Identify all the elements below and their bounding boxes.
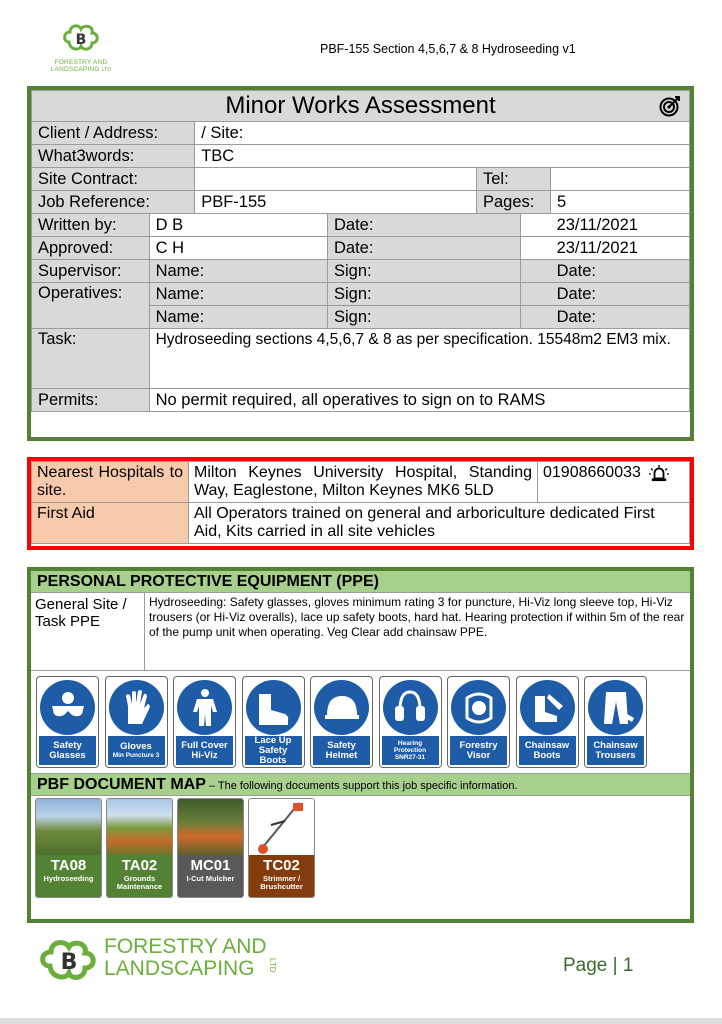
- written-date-label: Date:: [327, 214, 520, 237]
- document-code: TA02: [121, 857, 158, 874]
- first-aid-label: First Aid: [32, 503, 189, 544]
- siren-icon: [649, 464, 669, 482]
- ppe-sign-label: [313, 736, 370, 765]
- assessment-table: [31, 90, 690, 412]
- document-subtitle: Grounds Maintenance: [116, 874, 163, 891]
- client-label: Client / Address:: [32, 122, 195, 145]
- ppe-sign-label: [450, 736, 507, 765]
- safety-glasses-icon: [48, 688, 88, 728]
- ppe-sign-helmet: [310, 676, 373, 768]
- hospital-phone-cell: [538, 462, 690, 503]
- operative1-sign-label: Sign:: [327, 283, 520, 306]
- ppe-sign-label: [587, 736, 644, 765]
- ppe-signs: [31, 671, 690, 774]
- tel-value: [550, 168, 689, 191]
- permits-value: No permit required, all operatives to sign on to RAMS: [149, 389, 689, 412]
- footer-logo-text: [104, 936, 267, 980]
- ppe-sign-circle: [109, 680, 164, 735]
- ppe-sign-label-line2: Visor: [466, 749, 491, 761]
- document-photo: [36, 799, 101, 857]
- hi-viz-icon: [185, 688, 225, 728]
- client-value: / Site:: [195, 122, 690, 145]
- approved-date-label: Date:: [327, 237, 520, 260]
- document-code: TC02: [263, 857, 300, 874]
- page-title: Minor Works Assessment: [225, 92, 496, 119]
- visor-icon: [459, 688, 499, 728]
- strimmer-icon: [249, 799, 315, 857]
- hospital-address: Milton Keynes University Hospital, Standing Way, Eaglestone, Milton Keynes MK6 5LD: [189, 462, 538, 503]
- ppe-sign-label-line2: Boots: [533, 749, 561, 761]
- ppe-sign-label: [176, 736, 233, 765]
- ppe-sign-chainsaw-boots: [516, 676, 579, 768]
- footer-logo-line1: FORESTRY AND: [104, 935, 267, 958]
- ppe-sign-label-line2: Hi-Viz: [191, 749, 218, 761]
- operative2-sign-label: Sign:: [327, 306, 520, 329]
- ppe-sign-label: [108, 736, 165, 765]
- hearing-icon: [390, 688, 430, 728]
- supervisor-label: Supervisor:: [32, 260, 150, 283]
- approved-date-value: 23/11/2021: [520, 237, 689, 260]
- document-map: [31, 796, 690, 903]
- ppe-sign-circle: [246, 680, 301, 735]
- ppe-sign-circle: [314, 680, 369, 735]
- ppe-sign-visor: [447, 676, 510, 768]
- operatives-label: Operatives:: [32, 283, 150, 329]
- document-label: [249, 855, 314, 897]
- approved-value: C H: [149, 237, 327, 260]
- helmet-icon: [322, 688, 362, 728]
- footer-logo-line2: LANDSCAPING: [104, 957, 255, 980]
- footer-tree-logo-icon: [36, 934, 106, 984]
- ppe-sign-label-line1: Chainsaw: [593, 739, 638, 751]
- document-label: [178, 855, 243, 897]
- ppe-text: Hydroseeding: Safety glasses, gloves minimum rating 3 for puncture, Hi-Viz long sleeve top, Hi-Viz trousers (or Hi-Viz overalls), lace up safety boots, hard hat. Hearing protection if within 5m of the rear of the pump unit when operating. Veg Clear add chainsaw PPE.: [149, 595, 685, 639]
- supervisor-date-label: Date:: [520, 260, 689, 283]
- approved-label: Approved:: [32, 237, 150, 260]
- document-image: [178, 799, 243, 857]
- ppe-sign-label-line2: Safety Boots: [258, 744, 288, 766]
- operative1-date-label: Date:: [520, 283, 689, 306]
- ppe-header: PERSONAL PROTECTIVE EQUIPMENT (PPE): [31, 571, 690, 593]
- hospital-phone: 01908660033: [543, 464, 641, 482]
- what3words-value: TBC: [195, 145, 690, 168]
- hospital-box: [27, 457, 694, 550]
- ppe-sign-hearing: [379, 676, 442, 768]
- ppe-sign-label-line1: Gloves: [120, 741, 152, 752]
- gloves-icon: [116, 688, 156, 728]
- document-subtitle: Strimmer / Brushcutter: [260, 874, 303, 891]
- assessment-title: [32, 91, 690, 122]
- document-map-title: PBF DOCUMENT MAP: [37, 776, 206, 793]
- ppe-sign-label-line2: Min Puncture 3: [112, 752, 160, 759]
- svg-text:B: B: [75, 32, 87, 48]
- ppe-sign-circle: [383, 680, 438, 735]
- ppe-sign-chainsaw-trousers: [584, 676, 647, 768]
- chainsaw-boots-icon: [527, 688, 567, 728]
- document-label: [107, 855, 172, 897]
- chainsaw-trousers-icon: [596, 688, 636, 728]
- document-tile-ta02[interactable]: [106, 798, 173, 898]
- ppe-sign-circle: [40, 680, 95, 735]
- ppe-sign-hi-viz: [173, 676, 236, 768]
- ppe-box: [27, 567, 694, 923]
- pages-label: Pages:: [476, 191, 550, 214]
- operative1-name-label: Name:: [149, 283, 327, 306]
- job-reference-value: PBF-155: [195, 191, 477, 214]
- ppe-sign-label: [39, 736, 96, 765]
- tel-label: Tel:: [476, 168, 550, 191]
- ppe-sign-label-line1: Chainsaw: [524, 739, 570, 751]
- site-contract-value: [195, 168, 477, 191]
- document-tile-mc01[interactable]: [177, 798, 244, 898]
- footer-ltd: LTD: [268, 958, 277, 973]
- ppe-sign-gloves: [105, 676, 168, 768]
- assessment-box: [27, 86, 694, 441]
- target-icon: [659, 95, 681, 117]
- logo-text-line2: LANDSCAPING LTD: [50, 66, 112, 73]
- svg-text:B: B: [60, 950, 78, 975]
- ppe-sign-label: [519, 736, 576, 765]
- written-by-label: Written by:: [32, 214, 150, 237]
- document-image: [36, 799, 101, 857]
- supervisor-name-label: Name:: [149, 260, 327, 283]
- document-label: [36, 855, 101, 897]
- what3words-label: What3words:: [32, 145, 195, 168]
- document-map-subtitle: – The following documents support this job specific information.: [205, 780, 518, 792]
- ppe-sign-label-line2: Glasses: [49, 749, 86, 761]
- hospital-label: Nearest Hospitals to site.: [32, 462, 189, 503]
- ppe-sign-label-line1: Forestry: [459, 739, 498, 751]
- first-aid-value: All Operators trained on general and arboriculture dedicated First Aid, Kits carried in all site vehicles: [189, 503, 690, 544]
- document-code: TA08: [50, 857, 87, 874]
- document-image: [107, 799, 172, 857]
- ppe-sign-label-line1: Hearing: [397, 740, 423, 747]
- hospital-table: [31, 461, 690, 544]
- boots-icon: [253, 688, 293, 728]
- logo-text-line1: FORESTRY AND: [54, 59, 108, 66]
- page-bottom-edge: [0, 1018, 722, 1024]
- header-logo: [44, 22, 118, 74]
- permits-label: Permits:: [32, 389, 150, 412]
- operative2-date-label: Date:: [520, 306, 689, 329]
- ppe-sign-circle: [588, 680, 643, 735]
- ppe-sign-label-line2: Helmet: [325, 749, 358, 761]
- written-by-value: D B: [149, 214, 327, 237]
- page-number: Page | 1: [563, 955, 634, 976]
- document-subtitle: Hydroseeding: [43, 874, 94, 883]
- logo-ltd: LTD: [101, 67, 112, 73]
- document-tile-ta08[interactable]: [35, 798, 102, 898]
- ppe-sign-boots: [242, 676, 305, 768]
- ppe-sign-circle: [520, 680, 575, 735]
- job-reference-label: Job Reference:: [32, 191, 195, 214]
- site-contract-label: Site Contract:: [32, 168, 195, 191]
- document-image: [249, 799, 314, 857]
- ppe-sign-label-line2: Protection SNR27-31: [393, 747, 427, 761]
- task-label: Task:: [32, 329, 150, 389]
- document-code: MC01: [190, 857, 231, 874]
- task-value: Hydroseeding sections 4,5,6,7 & 8 as per specification. 15548m2 EM3 mix.: [149, 329, 689, 389]
- supervisor-sign-label: Sign:: [327, 260, 520, 283]
- ppe-row: [31, 593, 690, 671]
- ppe-sign-circle: [177, 680, 232, 735]
- written-date-value: 23/11/2021: [520, 214, 689, 237]
- document-photo: [107, 799, 172, 857]
- pages-value: 5: [550, 191, 689, 214]
- ppe-sign-safety-glasses: [36, 676, 99, 768]
- document-photo: [178, 799, 243, 857]
- ppe-sign-label-line1: Full Cover: [181, 739, 228, 751]
- document-subtitle: I-Cut Mulcher: [186, 874, 235, 883]
- ppe-sign-label-line2: Trousers: [595, 749, 636, 761]
- ppe-sign-label-line1: Safety: [53, 739, 82, 751]
- ppe-sign-label: [382, 736, 439, 765]
- ppe-label: General Site / Task PPE: [31, 593, 145, 670]
- ppe-sign-circle: [451, 680, 506, 735]
- ppe-sign-label-line1: Lace Up: [254, 734, 292, 746]
- document-map-header: [31, 774, 690, 796]
- document-tile-tc02[interactable]: [248, 798, 315, 898]
- tree-logo-icon: [61, 22, 101, 54]
- document-reference: PBF-155 Section 4,5,6,7 & 8 Hydroseeding v1: [320, 42, 576, 56]
- ppe-sign-label: [245, 736, 302, 765]
- ppe-sign-label-line1: Safety: [327, 739, 356, 751]
- operative2-name-label: Name:: [149, 306, 327, 329]
